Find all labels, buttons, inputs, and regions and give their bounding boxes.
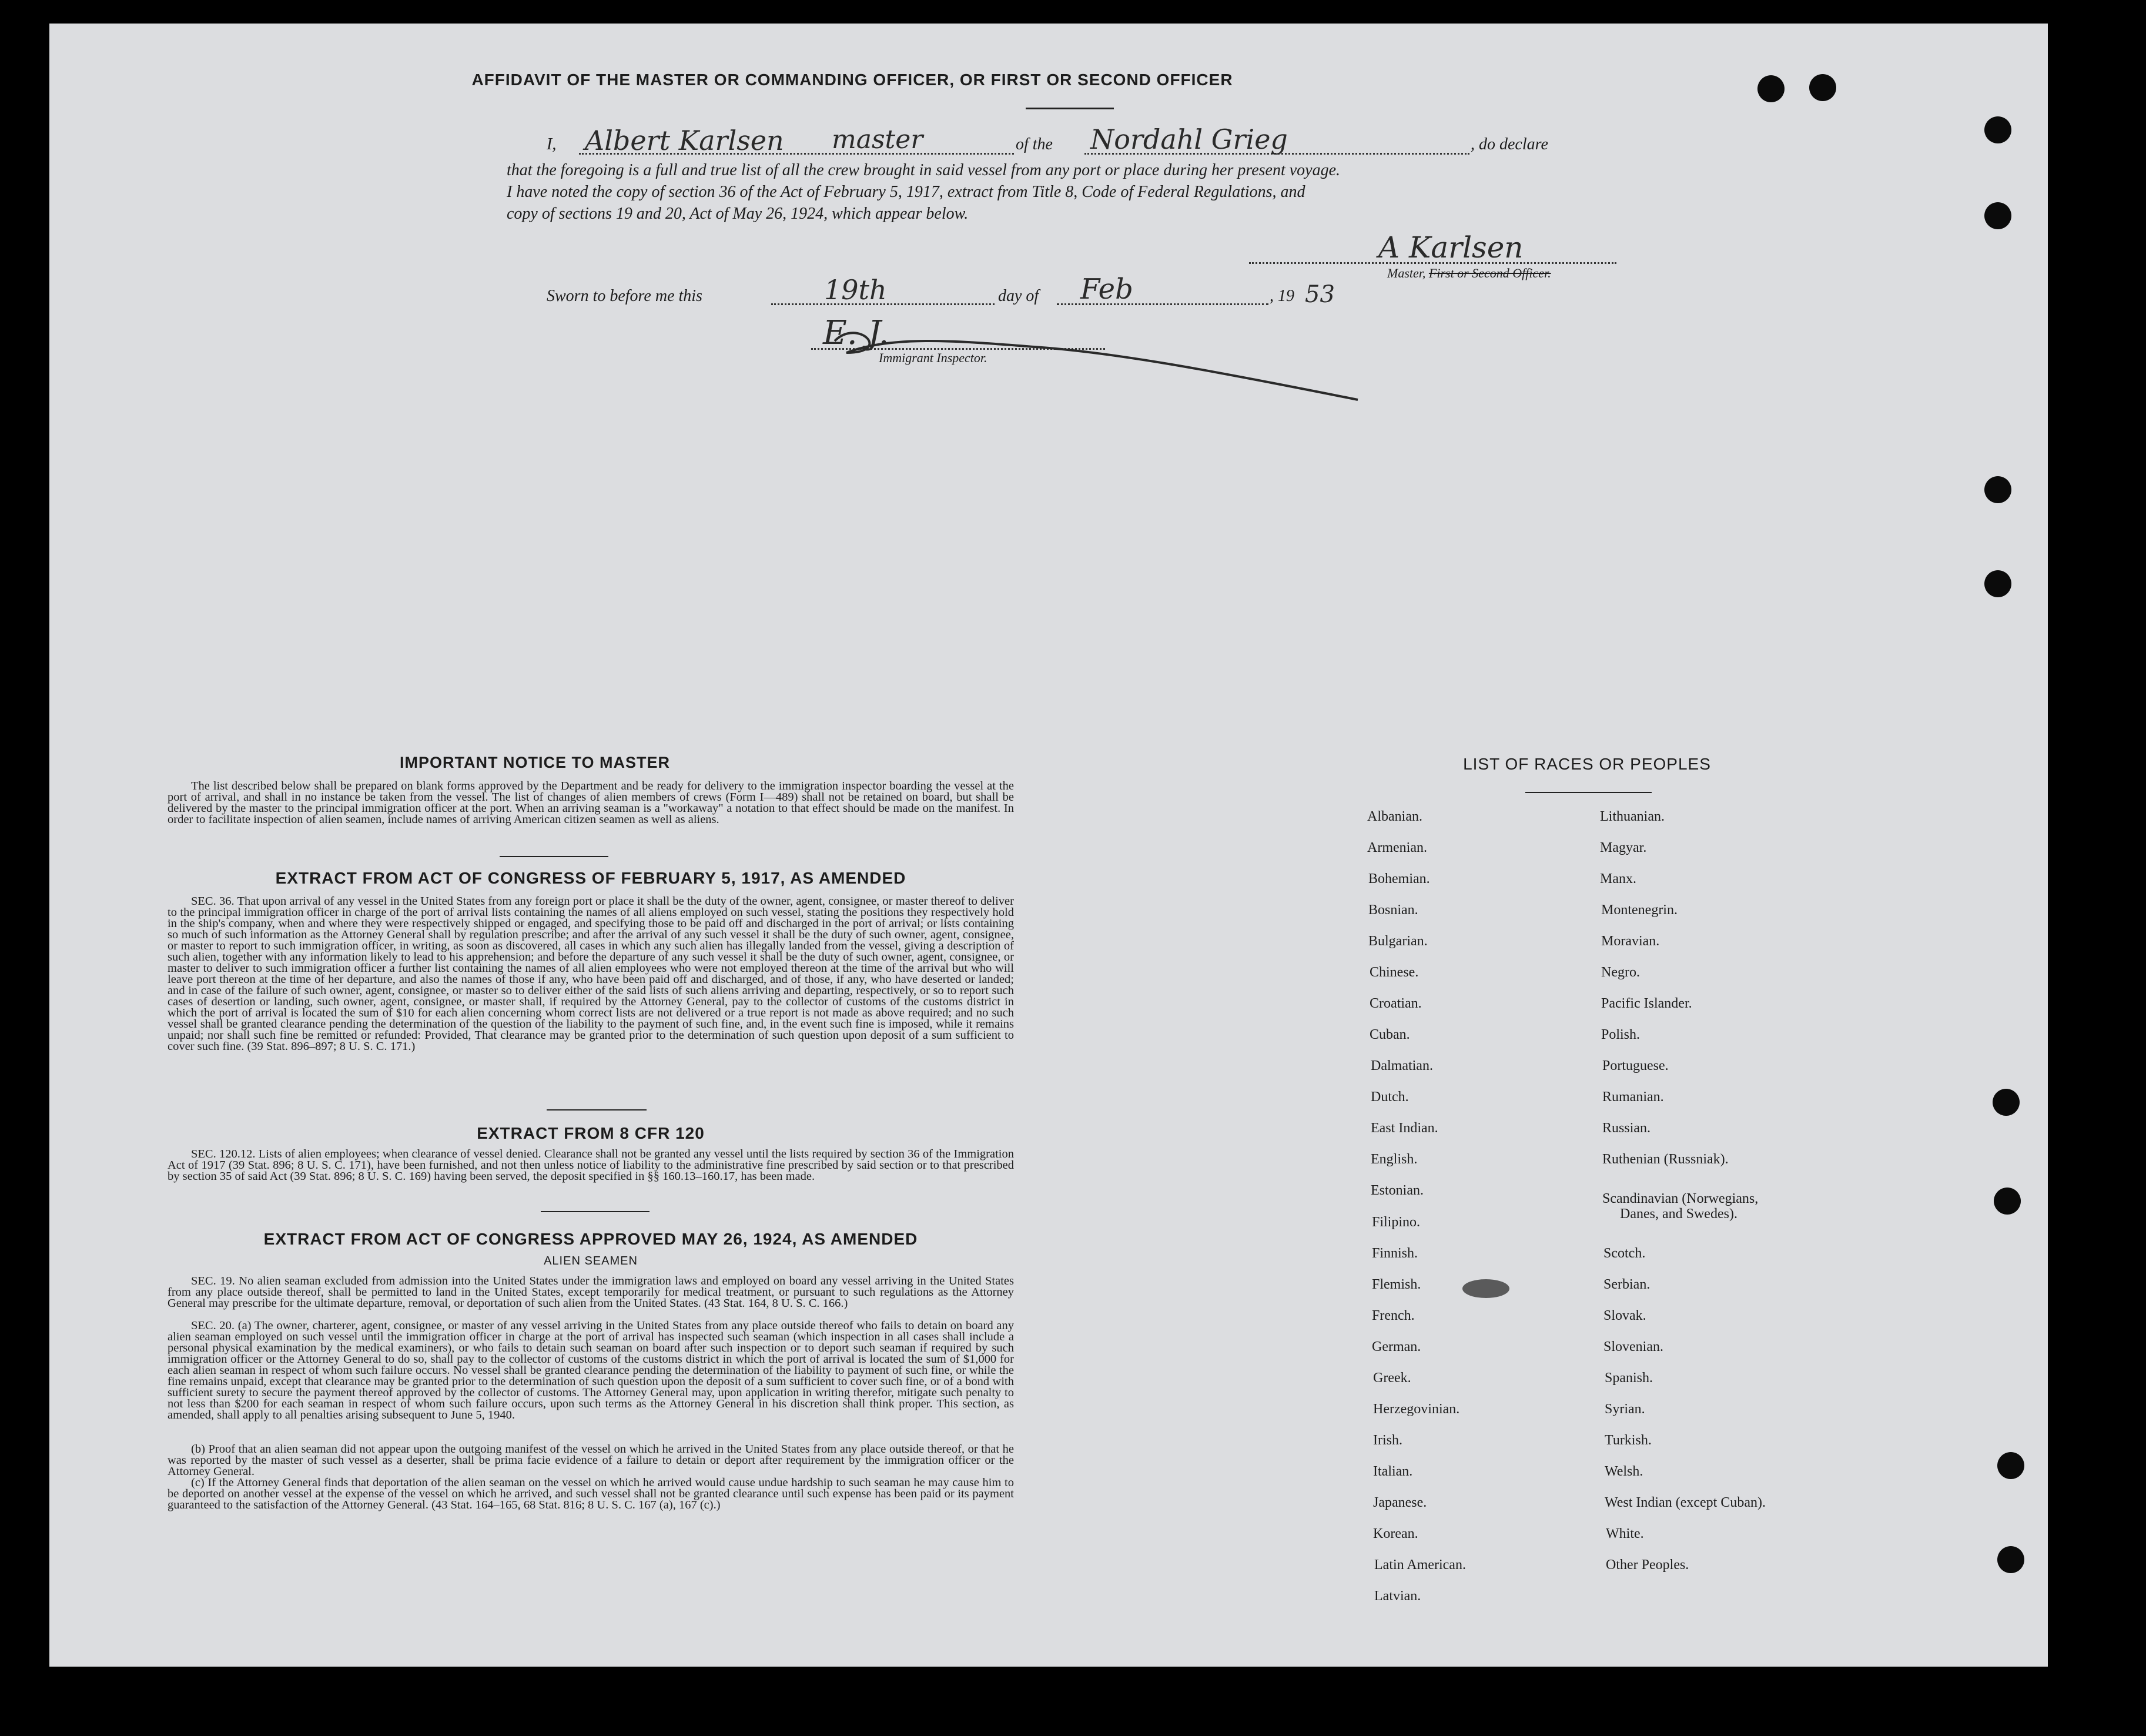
do-declare-label: , do declare	[1471, 135, 1548, 153]
race-entry: Russian.	[1602, 1120, 1651, 1136]
race-entry: Turkish.	[1605, 1433, 1652, 1448]
divider	[1026, 108, 1114, 109]
race-entry: Dutch.	[1371, 1089, 1409, 1105]
affidavit-line-4: copy of sections 19 and 20, Act of May 26, 1924, which appear below.	[507, 205, 969, 223]
of-the-label: of the	[1016, 135, 1053, 153]
race-entry: Bohemian.	[1368, 871, 1430, 887]
race-entry: Latvian.	[1374, 1588, 1421, 1604]
extract-1924-sec19: SEC. 19. No alien seaman excluded from admission into the United States under the immigration laws and employed on board any vessel arriving in the United States from any place outside thereof, shall be permitted to land in the United States, except temporarily for medical treatment, or pursuant to such regulations as the Attorney General may prescribe for the ultimate departure, removal, or deportation of such alien from the United States. (43 Stat. 164, 8 U. S. C. 166.)	[168, 1275, 1014, 1310]
extract-1917-title: EXTRACT FROM ACT OF CONGRESS OF FEBRUARY 5, 1917, AS AMENDED	[275, 869, 906, 887]
race-entry: Estonian.	[1371, 1183, 1424, 1198]
race-entry: Spanish.	[1605, 1370, 1653, 1386]
master-signature: A Karlsen	[1378, 230, 1524, 265]
master-signature-line	[1249, 230, 1616, 265]
master-signature-caption	[1387, 266, 1551, 281]
struck-caption: First or Second Officer.	[1428, 266, 1551, 280]
race-entry: Syrian.	[1605, 1401, 1645, 1417]
race-entry: Ruthenian (Russniak).	[1602, 1152, 1729, 1167]
race-entry: Magyar.	[1600, 840, 1647, 855]
race-entry: Japanese.	[1373, 1495, 1427, 1510]
race-entry: Rumanian.	[1602, 1089, 1664, 1105]
divider	[500, 856, 608, 857]
race-entry: Polish.	[1601, 1027, 1641, 1042]
race-entry: Finnish.	[1372, 1246, 1418, 1261]
race-entry: White.	[1606, 1526, 1644, 1541]
year-prefix: , 19	[1270, 287, 1294, 305]
race-entry: Bulgarian.	[1368, 934, 1428, 949]
extract-1924-title: EXTRACT FROM ACT OF CONGRESS APPROVED MAY 26, 1924, AS AMENDED	[263, 1230, 918, 1248]
race-entry: Filipino.	[1372, 1215, 1421, 1230]
race-entry: Negro.	[1601, 965, 1640, 980]
affidavit-line-2: that the foregoing is a full and true list of all the crew brought in said vessel from any port or place during her present voyage.	[507, 161, 1341, 179]
race-entry: Irish.	[1373, 1433, 1402, 1448]
affidavit-line-3: I have noted the copy of section 36 of the Act of February 5, 1917, extract from Title 8, Code of Federal Regulations, and	[507, 183, 1305, 201]
race-entry: Greek.	[1373, 1370, 1411, 1386]
alien-seamen-subtitle: ALIEN SEAMEN	[544, 1255, 638, 1267]
race-entry: Slovak.	[1603, 1308, 1646, 1323]
race-entry: Armenian.	[1367, 840, 1427, 855]
race-entry: Chinese.	[1370, 965, 1419, 980]
race-entry: Montenegrin.	[1601, 902, 1678, 918]
extract-1917-text: SEC. 36. That upon arrival of any vessel in the United States from any foreign port or place it shall be the duty of the owner, agent, consignee, or master thereof to deliver to the principal immigration officer in charge of the port of arrival lists containing the names of all aliens employed on such vessel, stating the positions they respectively hold in the ship's company, when and where they were respectively shipped or engaged, and specifying those to be paid off and discharged in the port of arrival; or lists containing so much of such information as the Attorney General shall by regulation prescribe; and after the arrival of any such vessel it shall be the duty of such owner, agent, consignee, or master to report to such immigration officer, in writing, as soon as discovered, all cases in which any such alien has illegally landed from the vessel, giving a description of such alien, together with any information likely to lead to his apprehension; and before the departure of any such vessel it shall be the duty of such owner, agent, consignee, or master to deliver to such immigration officer a further list containing the names of all alien employees who were not employed thereon at the time of the arrival but who will leave port thereon at the time of her departure, and also the names of those if any, who have been paid off and discharged, and of those, if any, who have deserted or landed; and in case of the failure of such owner, agent, consignee, or master so to deliver either of the said lists of such aliens arriving and departing, respectively, or so to report such cases of desertion or landing, such owner, agent, consignee, or master shall, if required by the Attorney General, pay to the collector of customs of the customs district in which the port of arrival is located the sum of $10 for each alien concerning whom correct lists are not delivered or a true report is not made as above required; and no such vessel shall be granted clearance pending the determination of the question of the liability to the payment of such fine, and, in the event such fine is imposed, while it remains unpaid; nor shall such fine be remitted or refunded: Provided, That clearance may be granted prior to the determination of such question upon deposit of a sum sufficient to cover such fine. (39 Stat. 896–897; 8 U. S. C. 171.)	[168, 895, 1014, 1053]
affidavit-title: AFFIDAVIT OF THE MASTER OR COMMANDING OFFICER, OR FIRST OR SECOND OFFICER	[471, 71, 1233, 89]
race-entry: Herzegovinian.	[1373, 1401, 1460, 1417]
race-entry: East Indian.	[1371, 1120, 1438, 1136]
punch-hole	[1994, 1188, 2021, 1215]
punch-hole	[1997, 1452, 2024, 1479]
extract-1924-sec20c: (c) If the Attorney General finds that deportation of the alien seaman on the vessel on which he arrived would cause undue hardship to such seaman he may cause him to be deported on another vessel at the expense of the vessel on which he arrived, and such vessel shall not be granted clearance until such expense has been paid or its payment guaranteed to the satisfaction of the Attorney General. (43 Stat. 164–165, 68 Stat. 816; 8 U. S. C. 167 (a), 167 (c).)	[168, 1476, 1014, 1511]
punch-hole	[1984, 570, 2011, 597]
race-entry: German.	[1372, 1339, 1421, 1354]
punch-hole	[1757, 75, 1785, 102]
sworn-label: Sworn to before me this	[547, 287, 702, 305]
race-entry: Pacific Islander.	[1601, 996, 1692, 1011]
race-entry: Italian.	[1373, 1464, 1413, 1479]
races-title: LIST OF RACES OR PEOPLES	[1463, 755, 1711, 773]
extract-8cfr-text: SEC. 120.12. Lists of alien employees; when clearance of vessel denied. Clearance shall not be granted any vessel until the lists required by section 36 of the Immigration Act of 1917 (39 Stat. 896; 8 U. S. C. 171), have been furnished, and not then unless notice of liability to the administrative fine prescribed by said section or to that prescribed by section 35 of said Act (39 Stat. 896; 8 U. S. C. 169) having been served, the deposit specified in §§ 160.13–160.17, has been made.	[168, 1148, 1014, 1183]
race-entry: Serbian.	[1603, 1277, 1650, 1292]
master-name-handwriting: Albert Karlsen	[585, 125, 784, 156]
i-label: I,	[547, 135, 557, 153]
sworn-line	[547, 273, 1393, 310]
divider	[541, 1211, 650, 1212]
extract-1924-sec20b: (b) Proof that an alien seaman did not appear upon the outgoing manifest of the vessel on which he arrived in the United States from any place outside thereof, or that he was reported by the master of such vessel as a deserter, shall be prima facie evidence of a failure to detain or deport after requirement by the immigration officer or the Attorney General.	[168, 1443, 1014, 1478]
inspector-caption: Immigrant Inspector.	[879, 350, 987, 365]
race-entry: Lithuanian.	[1600, 809, 1665, 824]
race-entry: Scotch.	[1603, 1246, 1646, 1261]
race-entry: Scandinavian (Norwegians,	[1602, 1191, 1759, 1206]
race-entry: Manx.	[1600, 871, 1636, 887]
race-entry: English.	[1371, 1152, 1418, 1167]
punch-hole	[1984, 476, 2011, 503]
master-caption: Master,	[1387, 266, 1426, 280]
sworn-year-handwriting: 53	[1305, 281, 1335, 308]
notice-text: The list described below shall be prepared on blank forms approved by the Department and be ready for delivery to the immigration inspector boarding the vessel at the port of arrival, and shall in no instance be taken from the vessel. The list of changes of alien members of crews (Form I—489) shall not be retained on board, but shall be delivered by the master to the principal immigration officer at the port. When an arriving seaman is a "workaway" a notation to that effect should be made on the manifest. In order to facilitate inspection of alien seamen, include names of arriving American citizen seamen as well as aliens.	[168, 780, 1014, 826]
vessel-name-handwriting: Nordahl Grieg	[1090, 123, 1288, 155]
race-entry: Albanian.	[1367, 809, 1422, 824]
race-entry: Cuban.	[1370, 1027, 1410, 1042]
sworn-month-handwriting: Feb	[1080, 273, 1133, 306]
inspector-signature: E. J.	[823, 314, 889, 352]
punch-hole	[1984, 202, 2011, 229]
punch-hole	[1997, 1546, 2024, 1573]
race-entry: Dalmatian.	[1371, 1058, 1433, 1073]
sworn-day-handwriting: 19th	[824, 274, 887, 306]
affidavit-declaration-line	[547, 123, 1616, 159]
race-entry: French.	[1372, 1308, 1415, 1323]
race-entry: Latin American.	[1374, 1557, 1466, 1573]
notice-title: IMPORTANT NOTICE TO MASTER	[400, 754, 670, 771]
race-entry: Danes, and Swedes).	[1620, 1206, 1737, 1222]
divider	[547, 1109, 647, 1110]
race-entry: Korean.	[1373, 1526, 1418, 1541]
race-entry: Moravian.	[1601, 934, 1660, 949]
ink-stain	[1462, 1279, 1509, 1298]
day-of-label: day of	[998, 287, 1039, 305]
race-entry: Flemish.	[1372, 1277, 1421, 1292]
race-entry: Bosnian.	[1368, 902, 1418, 918]
punch-hole	[1809, 74, 1836, 101]
race-entry: Portuguese.	[1602, 1058, 1669, 1073]
sworn-month-field	[1057, 273, 1268, 306]
extract-8cfr-title: EXTRACT FROM 8 CFR 120	[477, 1124, 705, 1142]
race-entry: Croatian.	[1370, 996, 1422, 1011]
race-entry: Other Peoples.	[1606, 1557, 1689, 1573]
divider	[1525, 792, 1652, 793]
race-entry: Welsh.	[1605, 1464, 1643, 1479]
punch-hole	[1993, 1089, 2020, 1116]
vessel-name-field	[1084, 123, 1469, 155]
master-name-field	[579, 125, 1014, 156]
race-entry: West Indian (except Cuban).	[1605, 1495, 1766, 1510]
master-title-handwriting: master	[832, 125, 923, 155]
punch-hole	[1984, 116, 2011, 143]
race-entry: Slovenian.	[1603, 1339, 1663, 1354]
sworn-day-field	[771, 274, 995, 306]
extract-1924-sec20a: SEC. 20. (a) The owner, charterer, agent, consignee, or master of any vessel arriving in the United States from any place outside thereof who fails to detain on board any alien seaman employed on such vessel until the immigration officer in charge at the port of arrival has inspected such seaman (which inspection in all cases shall include a personal physical examination by the medical examiners), or who fails to detain such seaman on board after such inspection or to deport such seaman if required by such immigration officer or the Attorney General to do so, shall pay to the collector of customs of the customs district in which the port of arrival is located the sum of $1,000 for each alien seaman in respect of whom such failure occurs. No vessel shall be granted clearance pending the determination of the liability to payment of such fine, or while the fine remains unpaid, except that clearance may be granted prior to the determination of such question upon the deposit of a sum sufficient to cover such fine, or of a bond with sufficient surety to secure the payment thereof approved by the collector of customs. The Attorney General may, upon application in writing therefor, mitigate such penalty to not less than $200 for each seaman in respect of whom such failure occurs, upon such terms as the Attorney General in his discretion shall think proper. This section, as amended, shall apply to all penalties arising subsequent to June 5, 1940.	[168, 1319, 1014, 1421]
